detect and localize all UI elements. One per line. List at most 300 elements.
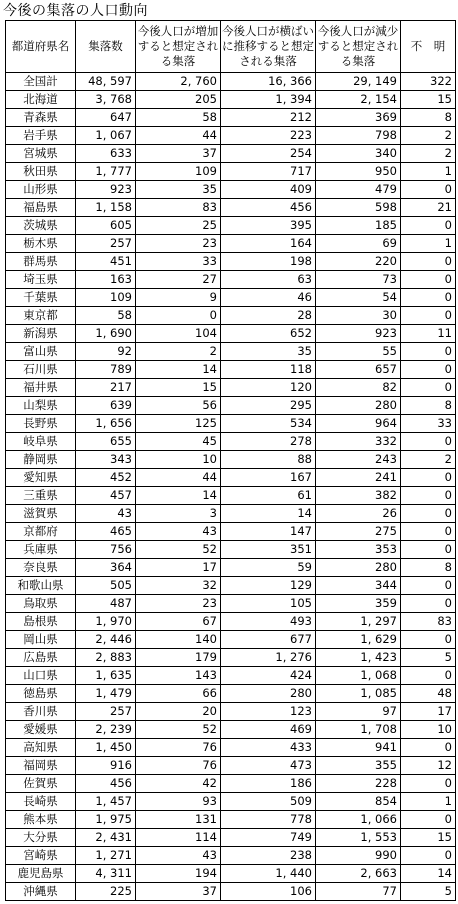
settlement-count-cell: 2, 883 (76, 649, 136, 667)
increase-cell: 66 (136, 685, 221, 703)
settlement-count-cell: 1, 777 (76, 163, 136, 181)
decrease-cell: 77 (316, 883, 401, 901)
prefecture-cell: 埼玉県 (6, 271, 76, 289)
table-row (6, 379, 456, 397)
unknown-cell: 5 (401, 883, 456, 901)
table-row (6, 343, 456, 361)
decrease-cell: 280 (316, 397, 401, 415)
prefecture-cell: 秋田県 (6, 163, 76, 181)
flat-cell: 278 (221, 433, 316, 451)
increase-cell: 131 (136, 811, 221, 829)
table-row (6, 721, 456, 739)
decrease-cell: 355 (316, 757, 401, 775)
settlement-count-cell: 1, 450 (76, 739, 136, 757)
settlement-count-cell: 916 (76, 757, 136, 775)
increase-cell: 114 (136, 829, 221, 847)
increase-cell: 25 (136, 217, 221, 235)
prefecture-cell: 兵庫県 (6, 541, 76, 559)
settlement-count-cell: 465 (76, 523, 136, 541)
flat-cell: 677 (221, 631, 316, 649)
decrease-cell: 479 (316, 181, 401, 199)
flat-cell: 129 (221, 577, 316, 595)
header-row (6, 21, 456, 73)
decrease-cell: 344 (316, 577, 401, 595)
table-row (6, 73, 456, 91)
prefecture-cell: 和歌山県 (6, 577, 76, 595)
decrease-cell: 382 (316, 487, 401, 505)
increase-cell: 3 (136, 505, 221, 523)
settlement-count-cell: 633 (76, 145, 136, 163)
unknown-cell: 0 (401, 217, 456, 235)
table-row (6, 325, 456, 343)
prefecture-cell: 大分県 (6, 829, 76, 847)
decrease-cell: 369 (316, 109, 401, 127)
prefecture-cell: 山梨県 (6, 397, 76, 415)
decrease-cell: 2, 663 (316, 865, 401, 883)
unknown-cell: 12 (401, 757, 456, 775)
unknown-cell: 0 (401, 505, 456, 523)
prefecture-cell: 宮城県 (6, 145, 76, 163)
flat-cell: 717 (221, 163, 316, 181)
increase-cell: 109 (136, 163, 221, 181)
increase-cell: 52 (136, 541, 221, 559)
prefecture-cell: 愛媛県 (6, 721, 76, 739)
increase-cell: 83 (136, 199, 221, 217)
decrease-cell: 73 (316, 271, 401, 289)
flat-cell: 14 (221, 505, 316, 523)
table-row (6, 469, 456, 487)
settlement-count-cell: 2, 239 (76, 721, 136, 739)
settlement-count-cell: 457 (76, 487, 136, 505)
increase-cell: 67 (136, 613, 221, 631)
column-header-flat: 今後人口が横ばいに推移すると想定される集落 (221, 21, 316, 73)
flat-cell: 61 (221, 487, 316, 505)
table-row (6, 109, 456, 127)
column-header-settlement-count: 集落数 (76, 21, 136, 73)
unknown-cell: 8 (401, 109, 456, 127)
page-title: 今後の集落の人口動向 (3, 3, 148, 19)
prefecture-cell: 岡山県 (6, 631, 76, 649)
increase-cell: 2, 760 (136, 73, 221, 91)
prefecture-cell: 長崎県 (6, 793, 76, 811)
prefecture-cell: 福井県 (6, 379, 76, 397)
increase-cell: 23 (136, 595, 221, 613)
unknown-cell: 0 (401, 253, 456, 271)
flat-cell: 186 (221, 775, 316, 793)
decrease-cell: 280 (316, 559, 401, 577)
decrease-cell: 1, 085 (316, 685, 401, 703)
settlement-count-cell: 1, 457 (76, 793, 136, 811)
flat-cell: 198 (221, 253, 316, 271)
decrease-cell: 359 (316, 595, 401, 613)
increase-cell: 2 (136, 343, 221, 361)
table-row (6, 271, 456, 289)
table-row (6, 829, 456, 847)
column-header-prefecture: 都道府県名 (6, 21, 76, 73)
table-row (6, 811, 456, 829)
settlement-count-cell: 43 (76, 505, 136, 523)
settlement-count-cell: 756 (76, 541, 136, 559)
settlement-count-cell: 1, 067 (76, 127, 136, 145)
settlement-count-cell: 109 (76, 289, 136, 307)
unknown-cell: 0 (401, 667, 456, 685)
flat-cell: 123 (221, 703, 316, 721)
prefecture-cell: 岩手県 (6, 127, 76, 145)
decrease-cell: 243 (316, 451, 401, 469)
unknown-cell: 2 (401, 127, 456, 145)
decrease-cell: 990 (316, 847, 401, 865)
settlement-count-cell: 655 (76, 433, 136, 451)
prefecture-cell: 山口県 (6, 667, 76, 685)
prefecture-cell: 群馬県 (6, 253, 76, 271)
flat-cell: 105 (221, 595, 316, 613)
flat-cell: 223 (221, 127, 316, 145)
decrease-cell: 964 (316, 415, 401, 433)
table-row (6, 883, 456, 901)
table-row (6, 145, 456, 163)
increase-cell: 45 (136, 433, 221, 451)
column-header-unknown: 不 明 (401, 21, 456, 73)
unknown-cell: 14 (401, 865, 456, 883)
table-row (6, 685, 456, 703)
unknown-cell: 0 (401, 361, 456, 379)
unknown-cell: 0 (401, 307, 456, 325)
prefecture-cell: 宮崎県 (6, 847, 76, 865)
decrease-cell: 55 (316, 343, 401, 361)
settlement-count-cell: 487 (76, 595, 136, 613)
decrease-cell: 798 (316, 127, 401, 145)
prefecture-cell: 福岡県 (6, 757, 76, 775)
prefecture-cell: 東京都 (6, 307, 76, 325)
flat-cell: 28 (221, 307, 316, 325)
decrease-cell: 97 (316, 703, 401, 721)
table-row (6, 127, 456, 145)
unknown-cell: 8 (401, 397, 456, 415)
prefecture-cell: 広島県 (6, 649, 76, 667)
prefecture-cell: 福島県 (6, 199, 76, 217)
flat-cell: 433 (221, 739, 316, 757)
increase-cell: 76 (136, 739, 221, 757)
settlement-count-cell: 217 (76, 379, 136, 397)
table-row (6, 541, 456, 559)
unknown-cell: 17 (401, 703, 456, 721)
unknown-cell: 8 (401, 559, 456, 577)
prefecture-cell: 栃木県 (6, 235, 76, 253)
flat-cell: 63 (221, 271, 316, 289)
table-row (6, 505, 456, 523)
increase-cell: 27 (136, 271, 221, 289)
unknown-cell: 5 (401, 649, 456, 667)
increase-cell: 23 (136, 235, 221, 253)
table-row (6, 703, 456, 721)
decrease-cell: 1, 068 (316, 667, 401, 685)
table-row (6, 415, 456, 433)
increase-cell: 93 (136, 793, 221, 811)
table-row (6, 235, 456, 253)
flat-cell: 120 (221, 379, 316, 397)
unknown-cell: 0 (401, 379, 456, 397)
increase-cell: 43 (136, 847, 221, 865)
settlement-count-cell: 647 (76, 109, 136, 127)
increase-cell: 0 (136, 307, 221, 325)
unknown-cell: 0 (401, 631, 456, 649)
flat-cell: 118 (221, 361, 316, 379)
flat-cell: 59 (221, 559, 316, 577)
increase-cell: 194 (136, 865, 221, 883)
prefecture-cell: 京都府 (6, 523, 76, 541)
flat-cell: 46 (221, 289, 316, 307)
decrease-cell: 657 (316, 361, 401, 379)
settlement-count-cell: 364 (76, 559, 136, 577)
table-row (6, 163, 456, 181)
prefecture-cell: 石川県 (6, 361, 76, 379)
column-header-increase: 今後人口が増加すると想定される集落 (136, 21, 221, 73)
flat-cell: 212 (221, 109, 316, 127)
increase-cell: 35 (136, 181, 221, 199)
increase-cell: 125 (136, 415, 221, 433)
increase-cell: 76 (136, 757, 221, 775)
flat-cell: 749 (221, 829, 316, 847)
prefecture-cell: 島根県 (6, 613, 76, 631)
unknown-cell: 2 (401, 451, 456, 469)
prefecture-cell: 茨城県 (6, 217, 76, 235)
increase-cell: 14 (136, 487, 221, 505)
prefecture-cell: 静岡県 (6, 451, 76, 469)
increase-cell: 44 (136, 469, 221, 487)
prefecture-cell: 富山県 (6, 343, 76, 361)
increase-cell: 140 (136, 631, 221, 649)
settlement-count-cell: 92 (76, 343, 136, 361)
prefecture-cell: 徳島県 (6, 685, 76, 703)
decrease-cell: 1, 066 (316, 811, 401, 829)
decrease-cell: 941 (316, 739, 401, 757)
decrease-cell: 2, 154 (316, 91, 401, 109)
flat-cell: 164 (221, 235, 316, 253)
unknown-cell: 21 (401, 199, 456, 217)
decrease-cell: 26 (316, 505, 401, 523)
table-row (6, 649, 456, 667)
increase-cell: 20 (136, 703, 221, 721)
table-row (6, 631, 456, 649)
prefecture-cell: 北海道 (6, 91, 76, 109)
settlement-count-cell: 4, 311 (76, 865, 136, 883)
decrease-cell: 220 (316, 253, 401, 271)
settlement-count-cell: 923 (76, 181, 136, 199)
unknown-cell: 1 (401, 235, 456, 253)
unknown-cell: 0 (401, 289, 456, 307)
settlement-count-cell: 343 (76, 451, 136, 469)
unknown-cell: 0 (401, 577, 456, 595)
settlement-count-cell: 58 (76, 307, 136, 325)
decrease-cell: 275 (316, 523, 401, 541)
unknown-cell: 0 (401, 775, 456, 793)
decrease-cell: 241 (316, 469, 401, 487)
settlement-count-cell: 48, 597 (76, 73, 136, 91)
prefecture-cell: 長野県 (6, 415, 76, 433)
increase-cell: 104 (136, 325, 221, 343)
decrease-cell: 923 (316, 325, 401, 343)
table-row (6, 451, 456, 469)
table-row (6, 595, 456, 613)
flat-cell: 469 (221, 721, 316, 739)
table-row (6, 757, 456, 775)
table-row (6, 217, 456, 235)
table-row (6, 361, 456, 379)
settlement-count-cell: 1, 271 (76, 847, 136, 865)
increase-cell: 37 (136, 145, 221, 163)
table-row (6, 667, 456, 685)
increase-cell: 58 (136, 109, 221, 127)
flat-cell: 106 (221, 883, 316, 901)
flat-cell: 652 (221, 325, 316, 343)
table-row (6, 775, 456, 793)
flat-cell: 1, 440 (221, 865, 316, 883)
increase-cell: 32 (136, 577, 221, 595)
settlement-count-cell: 451 (76, 253, 136, 271)
increase-cell: 179 (136, 649, 221, 667)
prefecture-cell: 沖縄県 (6, 883, 76, 901)
table-row (6, 433, 456, 451)
settlement-count-cell: 2, 431 (76, 829, 136, 847)
unknown-cell: 0 (401, 541, 456, 559)
prefecture-cell: 千葉県 (6, 289, 76, 307)
settlement-count-cell: 225 (76, 883, 136, 901)
flat-cell: 424 (221, 667, 316, 685)
settlement-count-cell: 1, 158 (76, 199, 136, 217)
flat-cell: 534 (221, 415, 316, 433)
flat-cell: 1, 276 (221, 649, 316, 667)
flat-cell: 409 (221, 181, 316, 199)
unknown-cell: 1 (401, 163, 456, 181)
decrease-cell: 1, 423 (316, 649, 401, 667)
unknown-cell: 33 (401, 415, 456, 433)
settlement-count-cell: 639 (76, 397, 136, 415)
increase-cell: 33 (136, 253, 221, 271)
decrease-cell: 332 (316, 433, 401, 451)
increase-cell: 205 (136, 91, 221, 109)
prefecture-cell: 青森県 (6, 109, 76, 127)
prefecture-cell: 鳥取県 (6, 595, 76, 613)
prefecture-cell: 熊本県 (6, 811, 76, 829)
prefecture-cell: 愛知県 (6, 469, 76, 487)
unknown-cell: 0 (401, 181, 456, 199)
prefecture-cell: 山形県 (6, 181, 76, 199)
prefecture-cell: 全国計 (6, 73, 76, 91)
table-row (6, 865, 456, 883)
table-row (6, 487, 456, 505)
decrease-cell: 340 (316, 145, 401, 163)
table-row (6, 523, 456, 541)
decrease-cell: 82 (316, 379, 401, 397)
unknown-cell: 0 (401, 739, 456, 757)
settlement-count-cell: 1, 970 (76, 613, 136, 631)
settlement-count-cell: 505 (76, 577, 136, 595)
table-row (6, 559, 456, 577)
flat-cell: 280 (221, 685, 316, 703)
flat-cell: 351 (221, 541, 316, 559)
settlement-count-cell: 1, 690 (76, 325, 136, 343)
flat-cell: 147 (221, 523, 316, 541)
flat-cell: 88 (221, 451, 316, 469)
unknown-cell: 1 (401, 793, 456, 811)
prefecture-cell: 高知県 (6, 739, 76, 757)
prefecture-cell: 佐賀県 (6, 775, 76, 793)
table-row (6, 613, 456, 631)
unknown-cell: 15 (401, 91, 456, 109)
table-row (6, 847, 456, 865)
decrease-cell: 950 (316, 163, 401, 181)
unknown-cell: 0 (401, 811, 456, 829)
increase-cell: 14 (136, 361, 221, 379)
decrease-cell: 1, 297 (316, 613, 401, 631)
prefecture-cell: 岐阜県 (6, 433, 76, 451)
increase-cell: 44 (136, 127, 221, 145)
flat-cell: 1, 394 (221, 91, 316, 109)
prefecture-cell: 三重県 (6, 487, 76, 505)
prefecture-cell: 新潟県 (6, 325, 76, 343)
population-trend-table (5, 20, 456, 901)
decrease-cell: 1, 553 (316, 829, 401, 847)
table-row (6, 739, 456, 757)
flat-cell: 35 (221, 343, 316, 361)
settlement-count-cell: 456 (76, 775, 136, 793)
unknown-cell: 0 (401, 847, 456, 865)
table-row (6, 253, 456, 271)
table-row (6, 397, 456, 415)
flat-cell: 295 (221, 397, 316, 415)
decrease-cell: 854 (316, 793, 401, 811)
settlement-count-cell: 1, 479 (76, 685, 136, 703)
table-row (6, 307, 456, 325)
decrease-cell: 353 (316, 541, 401, 559)
increase-cell: 10 (136, 451, 221, 469)
table-row (6, 289, 456, 307)
unknown-cell: 83 (401, 613, 456, 631)
settlement-count-cell: 1, 656 (76, 415, 136, 433)
flat-cell: 395 (221, 217, 316, 235)
settlement-count-cell: 3, 768 (76, 91, 136, 109)
decrease-cell: 1, 708 (316, 721, 401, 739)
settlement-count-cell: 1, 635 (76, 667, 136, 685)
table-row (6, 181, 456, 199)
settlement-count-cell: 2, 446 (76, 631, 136, 649)
flat-cell: 493 (221, 613, 316, 631)
flat-cell: 456 (221, 199, 316, 217)
unknown-cell: 0 (401, 523, 456, 541)
decrease-cell: 185 (316, 217, 401, 235)
prefecture-cell: 香川県 (6, 703, 76, 721)
unknown-cell: 322 (401, 73, 456, 91)
prefecture-cell: 鹿児島県 (6, 865, 76, 883)
unknown-cell: 11 (401, 325, 456, 343)
decrease-cell: 1, 629 (316, 631, 401, 649)
decrease-cell: 29, 149 (316, 73, 401, 91)
table-row (6, 91, 456, 109)
settlement-count-cell: 1, 975 (76, 811, 136, 829)
unknown-cell: 48 (401, 685, 456, 703)
settlement-count-cell: 452 (76, 469, 136, 487)
increase-cell: 143 (136, 667, 221, 685)
unknown-cell: 2 (401, 145, 456, 163)
unknown-cell: 15 (401, 829, 456, 847)
increase-cell: 9 (136, 289, 221, 307)
decrease-cell: 228 (316, 775, 401, 793)
settlement-count-cell: 163 (76, 271, 136, 289)
increase-cell: 17 (136, 559, 221, 577)
settlement-count-cell: 605 (76, 217, 136, 235)
increase-cell: 42 (136, 775, 221, 793)
table-row (6, 577, 456, 595)
